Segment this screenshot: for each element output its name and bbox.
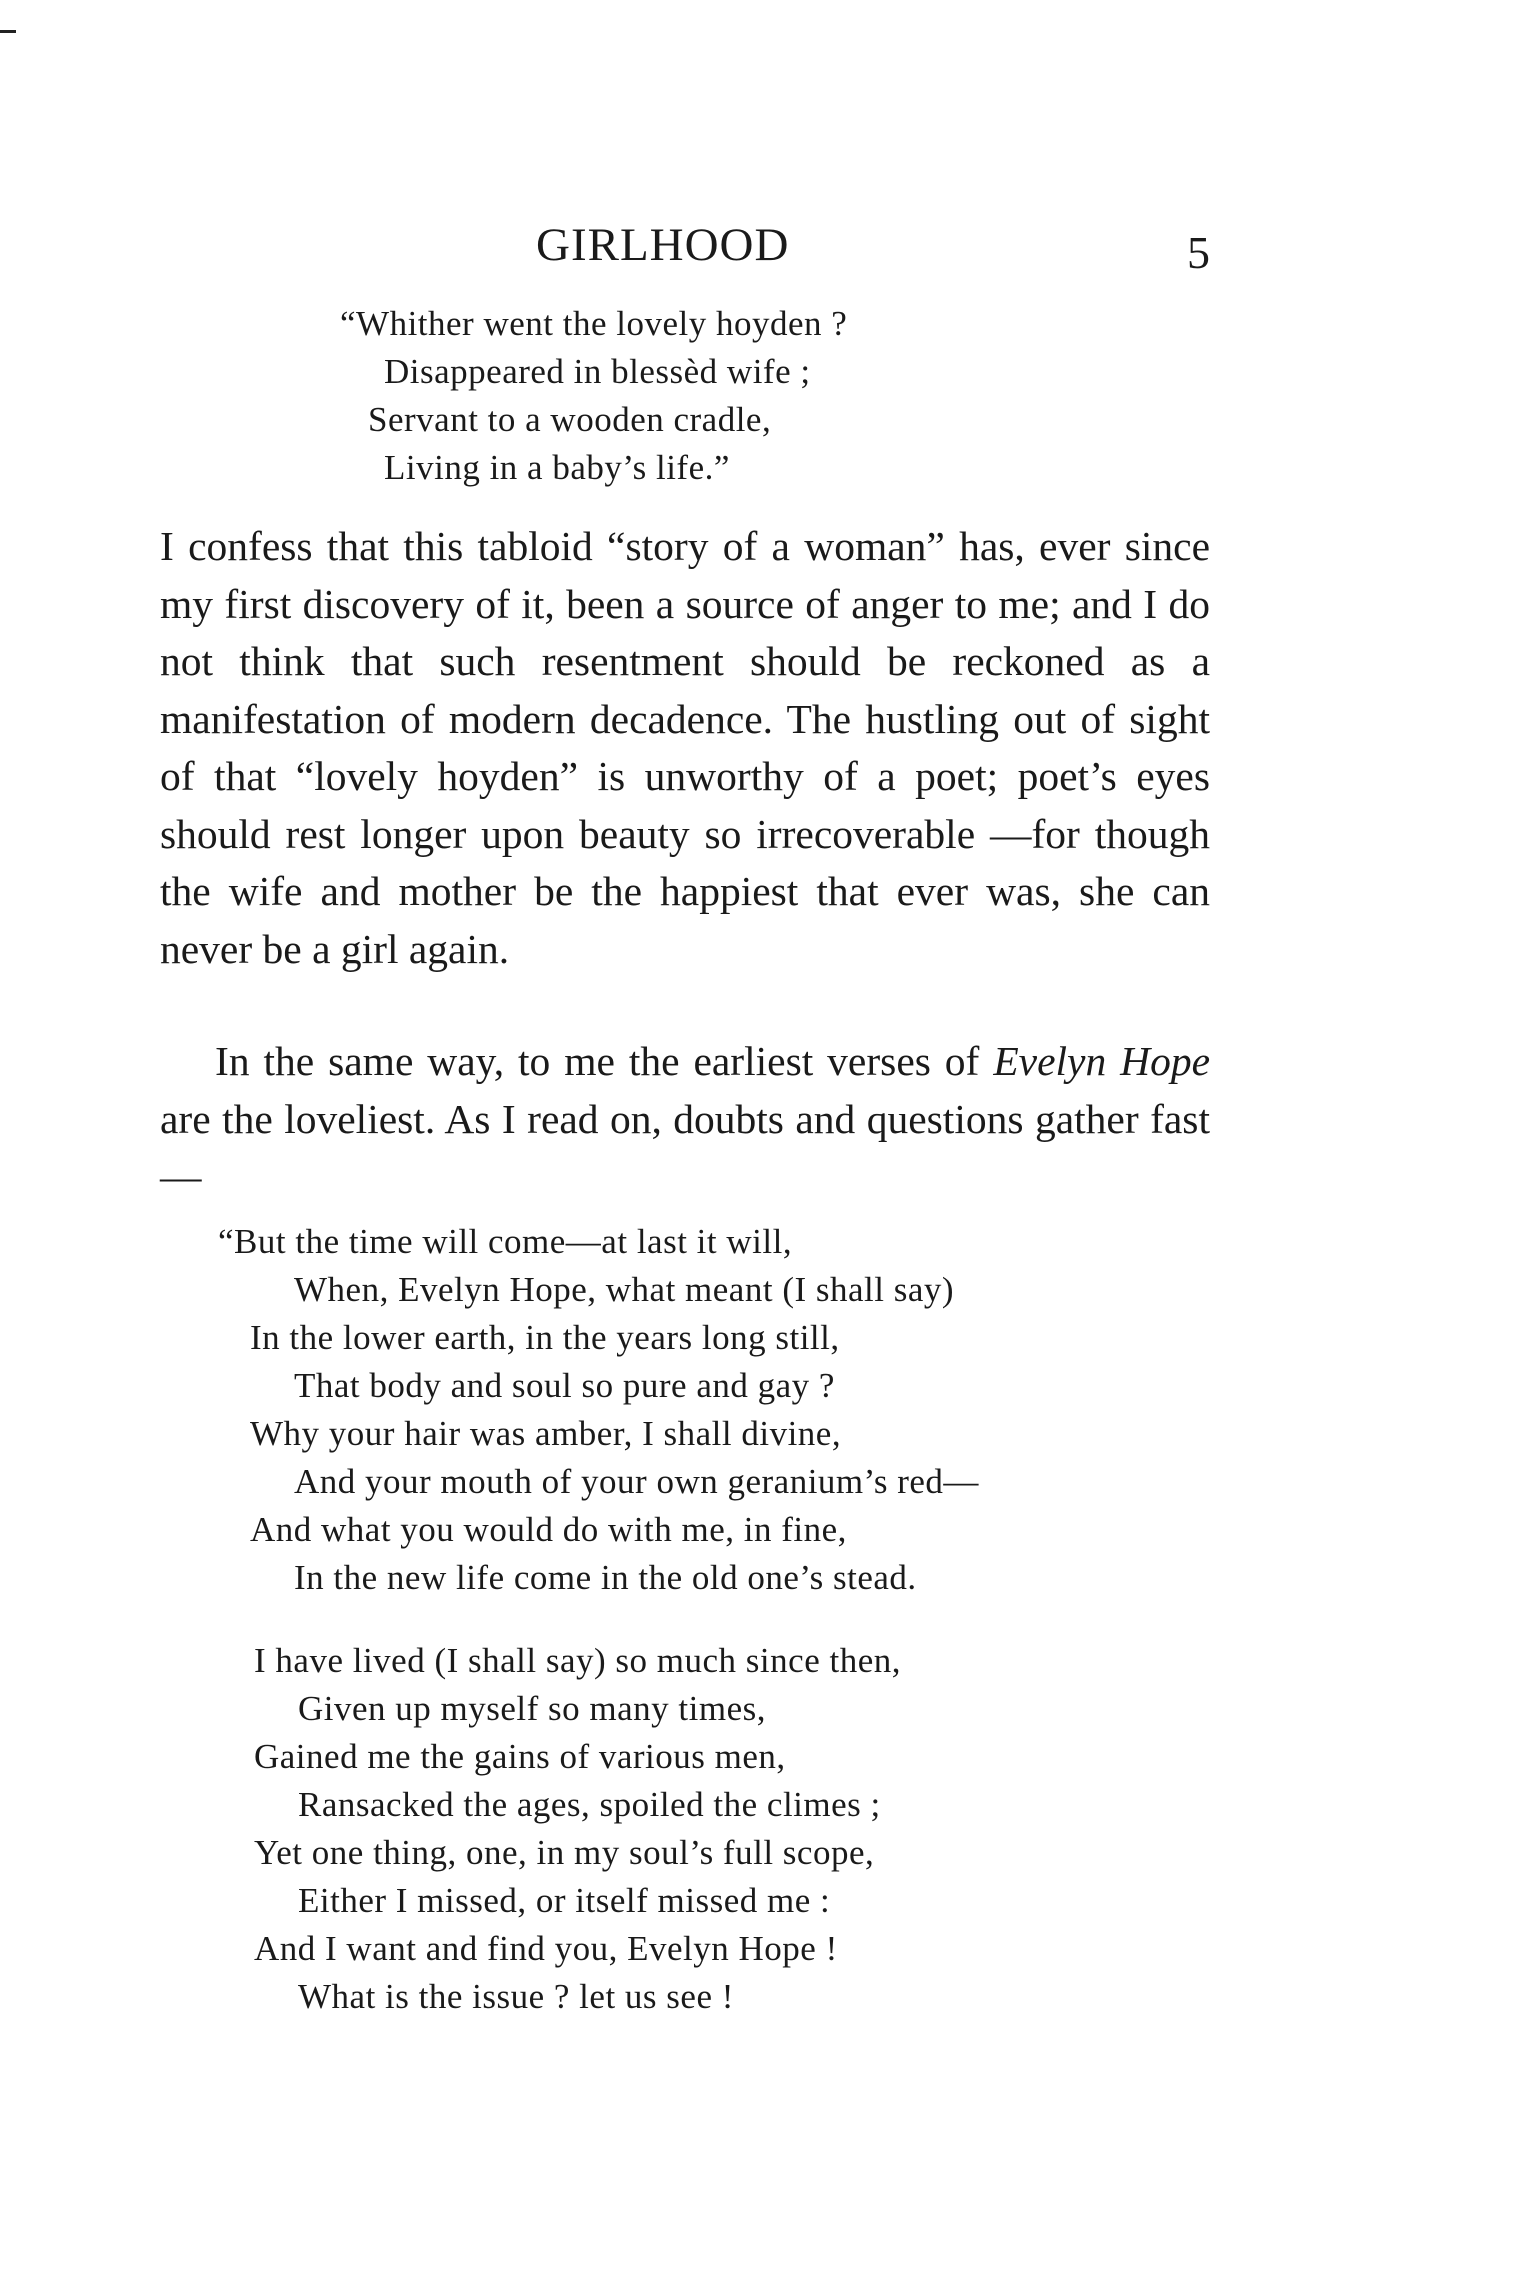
verse-line: That body and soul so pure and gay ? — [294, 1366, 835, 1405]
verse-line: And what you would do with me, in fine, — [250, 1510, 847, 1549]
running-head — [160, 218, 1210, 278]
verse-line: Disappeared in blessèd wife ; — [384, 352, 811, 391]
page-title: GIRLHOOD — [536, 219, 790, 271]
verse-line: Gained me the gains of various men, — [254, 1737, 786, 1776]
paragraph-2-text: In the same way, to me the earliest verses of — [215, 1038, 994, 1084]
verse-line: “But the time will come—at last it will, — [218, 1222, 793, 1261]
paragraph-2-text: are the loveliest. As I read on, doubts and questions gather fast— — [160, 1095, 1210, 1199]
poem-title: Evelyn Hope — [993, 1038, 1211, 1084]
verse-stanza-3 — [254, 1637, 901, 2021]
verse-line: When, Evelyn Hope, what meant (I shall say) — [294, 1270, 955, 1309]
verse-line: Yet one thing, one, in my soul’s full scope, — [254, 1833, 875, 1872]
verse-line: Servant to a wooden cradle, — [368, 400, 772, 439]
verse-line: “Whither went the lovely hoyden ? — [340, 304, 848, 343]
verse-line: Ransacked the ages, spoiled the climes ; — [298, 1785, 881, 1824]
scan-edge-mark — [0, 30, 16, 33]
verse-line: What is the issue ? let us see ! — [298, 1977, 734, 2016]
verse-line: I have lived (I shall say) so much since then, — [254, 1641, 901, 1680]
verse-line: And your mouth of your own geranium’s red— — [294, 1462, 979, 1501]
verse-line: And I want and find you, Evelyn Hope ! — [254, 1929, 838, 1968]
verse-line: In the new life come in the old one’s stead. — [294, 1558, 917, 1597]
verse-line: In the lower earth, in the years long still, — [250, 1318, 840, 1357]
verse-stanza-2 — [218, 1218, 979, 1602]
verse-line: Either I missed, or itself missed me : — [298, 1881, 831, 1920]
page-number: 5 — [1187, 227, 1210, 278]
verse-stanza-1 — [340, 300, 847, 492]
paragraph-1: I confess that this tabloid “story of a woman” has, ever since my first discovery of it, been a source of anger to me; and I do not think that such resentment should be reckoned as a manifestation of modern decadence. The hustling out of sight of that “lovely hoyden” is unworthy of a poet; poet’s eyes should rest longer upon beauty so irrecoverable —for though the wife and mother be the happiest that ever was, she can never be a girl again. — [160, 523, 1210, 972]
verse-line: Given up myself so many times, — [298, 1689, 767, 1728]
verse-line: Living in a baby’s life.” — [384, 448, 730, 487]
verse-line: Why your hair was amber, I shall divine, — [250, 1414, 842, 1453]
paragraph-2 — [160, 1033, 1210, 1206]
